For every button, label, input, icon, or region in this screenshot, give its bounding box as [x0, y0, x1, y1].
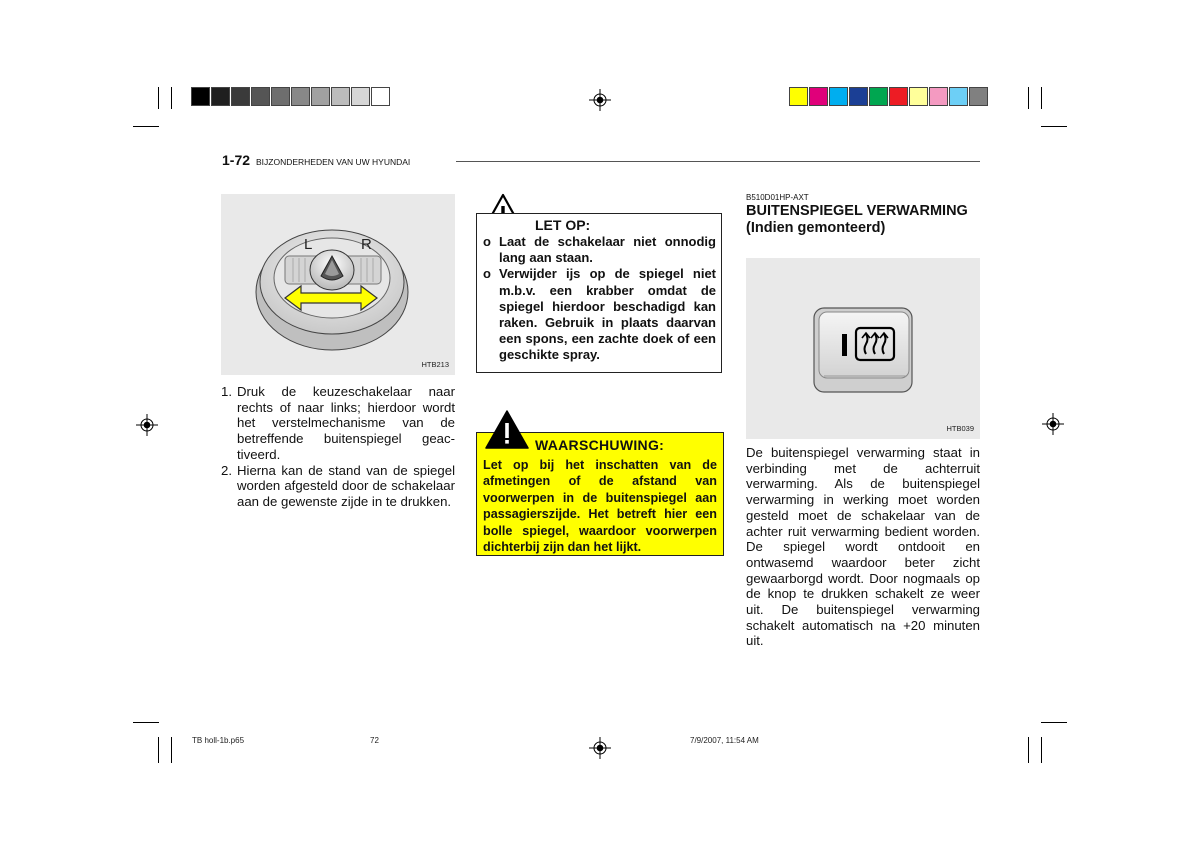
grey-swatch: [371, 87, 390, 106]
color-swatch: [909, 87, 928, 106]
color-swatch: [789, 87, 808, 106]
grey-swatch: [351, 87, 370, 106]
step-number: 1.: [221, 384, 232, 399]
section-body: De buitenspiegel verwarming staat in verbinding met de achterruit verwarming. Als de buitenspiegel verwarming in werking moet worden gesteld moet de schakelaar van de achter ruit verwarming bedient worden. De spiegel wordt ontdooit en ontwasemd waardoor beter zicht gewaarborgd wordt. Door nogmaals op de knop te drukken schakelt ze weer uit. De buitenspiegel verwarming schakelt automatisch na +20 minuten uit.: [746, 445, 980, 649]
grey-swatch: [291, 87, 310, 106]
section-heading: BUITENSPIEGEL VERWARMING (Indien gemonteerd): [746, 203, 968, 237]
indicator-bar: [842, 334, 847, 356]
footer-timestamp: 7/9/2007, 11:54 AM: [690, 736, 759, 745]
header-rule: [456, 161, 980, 162]
footer-file: TB holl-1b.p65: [192, 736, 245, 745]
steps-list: [221, 384, 455, 510]
color-swatch: [889, 87, 908, 106]
list-item: [483, 234, 716, 266]
color-swatch: [969, 87, 988, 106]
grey-swatch: [311, 87, 330, 106]
grey-swatch: [211, 87, 230, 106]
footer-page: 72: [370, 736, 379, 745]
warning-title: WAARSCHUWING:: [535, 437, 665, 453]
section-code: B510D01HP-AXT: [746, 193, 809, 202]
heater-button-figure: [746, 258, 980, 439]
step-number: 2.: [221, 462, 232, 478]
list-item: [221, 384, 455, 463]
crosshair-registration-icon: [136, 414, 158, 436]
mirror-switch-illustration: [221, 194, 455, 375]
step-text: Druk de keuzeschakelaar naar rechts of naar links; hierdoor wordt het verstelmechanisme van de betreffende buitenspiegel geac-tiveerd.: [237, 384, 455, 462]
grey-swatch: [251, 87, 270, 106]
bullet: o: [483, 234, 491, 249]
list-item: [483, 266, 716, 363]
color-swatch: [829, 87, 848, 106]
grey-swatch: [191, 87, 210, 106]
bullet: o: [483, 266, 491, 282]
list-item: [221, 463, 455, 510]
warning-triangle-icon: [485, 410, 529, 450]
figure-caption: HTB213: [421, 360, 449, 369]
switch-label-right: R: [361, 236, 372, 253]
warning-box: [476, 432, 724, 556]
caution-item-text: Verwijder ijs op de spiegel niet m.b.v. een krabber omdat de spiegel hierdoor beschadigd kan raken. Gebruik in plaats daarvan een spons, een zachte doek of een geschikte spray.: [499, 266, 716, 363]
heater-button-illustration: [746, 258, 980, 439]
caution-item-text: Laat de schakelaar niet onnodig lang aan staan.: [499, 234, 716, 266]
crosshair-registration-icon: [589, 89, 611, 111]
color-swatch: [869, 87, 888, 106]
caution-box: [476, 213, 722, 373]
warning-text: Let op bij het inschatten van de afmetingen of de afstand van voorwerpen in de buitenspiegel aan passagierszijde. Het betreft hier een bolle spiegel, waardoor voorwerpen dichterbij zijn dan het lijkt.: [483, 458, 717, 555]
page-number: 1-72: [222, 152, 251, 168]
caution-title: LET OP:: [535, 217, 591, 233]
crosshair-registration-icon: [1042, 413, 1064, 435]
mirror-switch-figure: [221, 194, 455, 375]
switch-label-left: L: [304, 236, 313, 253]
section-title: BIJZONDERHEDEN VAN UW HYUNDAI: [256, 157, 411, 167]
grey-swatch: [331, 87, 350, 106]
crosshair-registration-icon: [589, 737, 611, 759]
grey-swatch: [231, 87, 250, 106]
figure-caption: HTB039: [946, 424, 974, 433]
color-swatch: [929, 87, 948, 106]
step-text: Hierna kan de stand van de spiegel worden afgesteld door de schakelaar aan de gewenste zijde in te drukken.: [237, 462, 455, 509]
color-swatch: [849, 87, 868, 106]
color-swatch: [809, 87, 828, 106]
color-swatch: [949, 87, 968, 106]
grey-swatch: [271, 87, 290, 106]
